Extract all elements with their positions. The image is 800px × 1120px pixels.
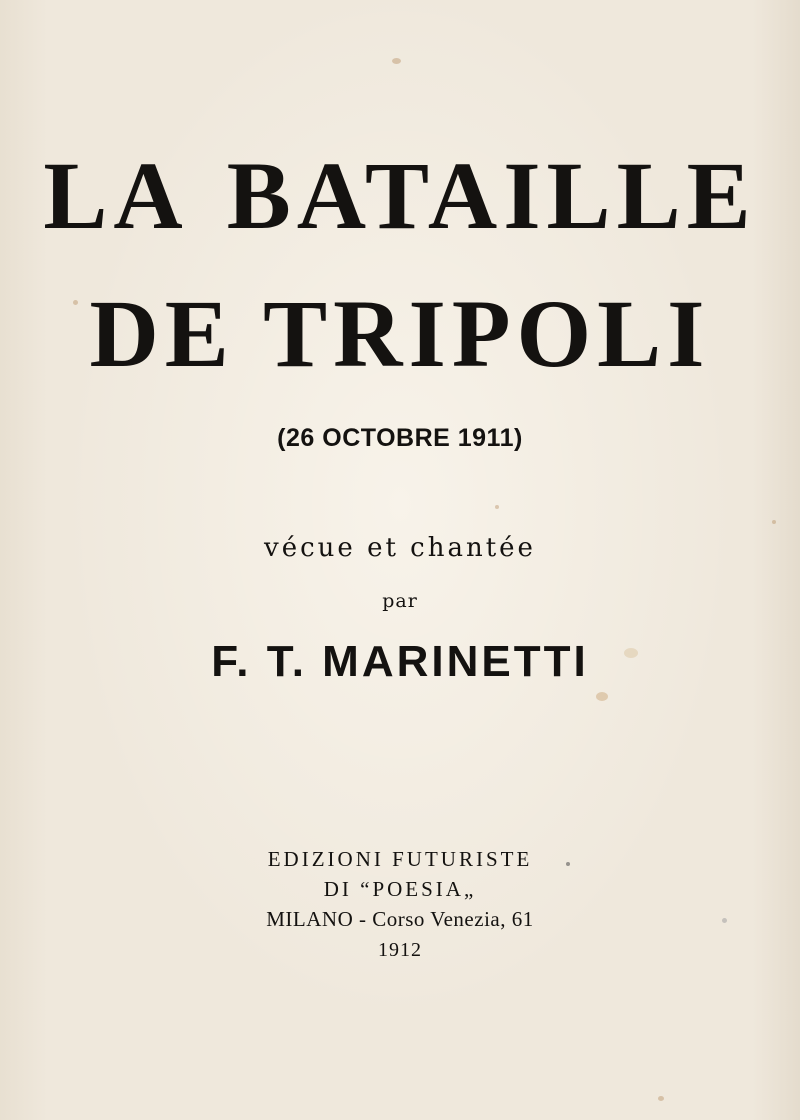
by-line: par <box>382 590 418 612</box>
paper-speck <box>658 1096 664 1101</box>
publisher-line-2: DI “POESIA„ <box>323 877 477 901</box>
author-name: F. T. MARINETTI <box>211 637 589 686</box>
paper-speck <box>772 520 776 524</box>
book-title-line-2: DE TRIPOLI <box>89 280 711 387</box>
paper-speck <box>392 58 401 64</box>
publication-year: 1912 <box>378 939 422 961</box>
publisher-line-1: EDIZIONI FUTURISTE <box>267 847 533 871</box>
publisher-address: MILANO - Corso Venezia, 61 <box>266 907 534 931</box>
paper-speck <box>495 505 499 509</box>
book-title-line-1 <box>0 142 800 249</box>
book-title-article: LA <box>43 142 189 249</box>
book-title-word: BATAILLE <box>226 142 757 249</box>
subtitle: vécue et chantée <box>264 533 536 563</box>
event-date: (26 OCTOBRE 1911) <box>277 424 523 452</box>
paper-speck <box>596 692 608 701</box>
